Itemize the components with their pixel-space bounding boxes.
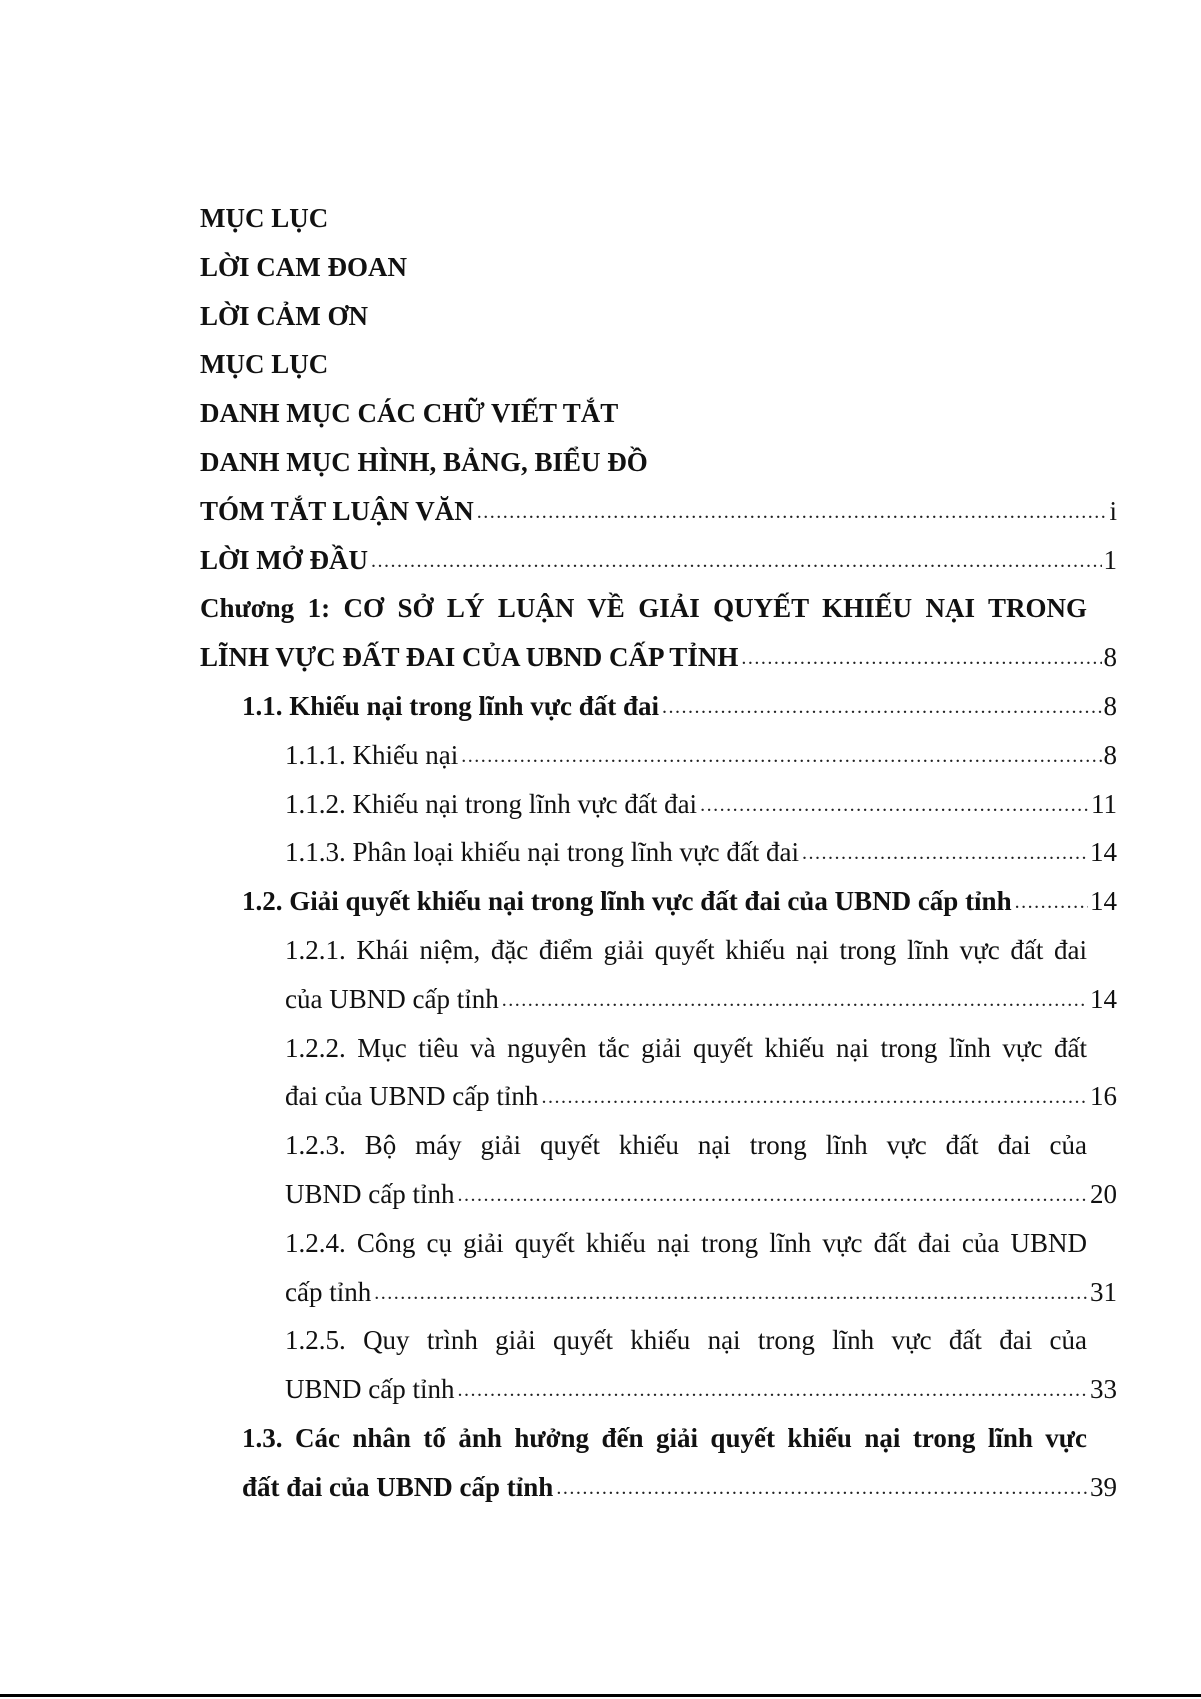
dot-leader (461, 729, 1101, 781)
toc-entry-label: 1.1.3. Phân loại khiếu nại trong lĩnh vực đất đai (285, 837, 800, 868)
toc-page-number: 31 (1090, 1276, 1117, 1307)
toc-entry-label: 1.1.1. Khiếu nại (285, 739, 459, 770)
toc-entry-1-1[interactable] (200, 682, 1117, 731)
toc-entry-1-3-cont[interactable] (200, 1463, 1117, 1512)
dot-leader (371, 534, 1102, 586)
toc-page-number: 14 (1090, 837, 1117, 868)
toc-entry-label: UBND cấp tỉnh (285, 1374, 455, 1405)
toc-entry-label: UBND cấp tỉnh (285, 1178, 455, 1209)
toc-entry-1-1-3[interactable] (200, 828, 1117, 877)
toc-entry-1-2[interactable] (200, 877, 1117, 926)
toc-entry-label: của UBND cấp tỉnh (285, 983, 499, 1014)
toc-page-number: 16 (1090, 1081, 1117, 1112)
dot-leader (741, 631, 1101, 683)
dot-leader (662, 680, 1101, 732)
toc-page-number: 33 (1090, 1374, 1117, 1405)
dot-leader (457, 1168, 1088, 1220)
toc-page-number: 14 (1090, 886, 1117, 917)
toc-entry-label: đất đai của UBND cấp tỉnh (242, 1471, 554, 1502)
toc-page-number: 8 (1103, 690, 1117, 721)
dot-leader (477, 485, 1108, 537)
toc-entry-1-2-4-cont[interactable] (200, 1268, 1117, 1317)
toc-entry-label: 1.2. Giải quyết khiếu nại trong lĩnh vực đất đai của UBND cấp tỉnh (242, 886, 1012, 917)
toc-entry-label: LĨNH VỰC ĐẤT ĐAI CỦA UBND CẤP TỈNH (200, 642, 739, 673)
dot-leader (457, 1363, 1088, 1415)
dot-leader (802, 826, 1088, 878)
toc-entry-muc-luc[interactable]: MỤC LỤC (200, 349, 329, 380)
toc-page-number: 14 (1090, 983, 1117, 1014)
toc-entry-label: 1.1. Khiếu nại trong lĩnh vực đất đai (242, 690, 660, 721)
toc-entry-mo-dau[interactable] (200, 536, 1117, 585)
toc-page-number: 8 (1103, 739, 1117, 770)
toc-page-number: 20 (1090, 1178, 1117, 1209)
toc-entry-1-2-3[interactable]: 1.2.3. Bộ máy giải quyết khiếu nại trong lĩnh vực đất đai của (285, 1130, 1087, 1161)
toc-page-number: 11 (1091, 788, 1117, 819)
toc-entry-1-2-2-cont[interactable] (200, 1072, 1117, 1121)
toc-entry-cam-doan[interactable]: LỜI CAM ĐOAN (200, 251, 407, 282)
dot-leader (502, 973, 1088, 1025)
toc-entry-label: đai của UBND cấp tỉnh (285, 1081, 539, 1112)
toc-entry-1-2-3-cont[interactable] (200, 1170, 1117, 1219)
toc-page-number: i (1109, 495, 1117, 526)
toc-entry-1-2-5-cont[interactable] (200, 1365, 1117, 1414)
toc-page-number: 8 (1103, 642, 1117, 673)
toc-entry-hinh-bang-bieu-do[interactable]: DANH MỤC HÌNH, BẢNG, BIỂU ĐỒ (200, 446, 648, 477)
toc-page-number: 39 (1090, 1471, 1117, 1502)
toc-entry-1-1-2[interactable] (200, 780, 1117, 829)
toc-entry-1-2-4[interactable]: 1.2.4. Công cụ giải quyết khiếu nại trong lĩnh vực đất đai của UBND (285, 1227, 1087, 1258)
toc-entry-1-2-1[interactable]: 1.2.1. Khái niệm, đặc điểm giải quyết khiếu nại trong lĩnh vực đất đai (285, 934, 1087, 965)
page-bottom-edge (0, 1694, 1201, 1697)
toc-entry-chapter-1[interactable]: Chương 1: CƠ SỞ LÝ LUẬN VỀ GIẢI QUYẾT KHIẾU NẠI TRONG (200, 593, 1087, 624)
toc-heading: MỤC LỤC (200, 203, 329, 233)
toc-entry-label: LỜI MỞ ĐẦU (200, 544, 368, 575)
toc-entry-tom-tat[interactable] (200, 487, 1117, 536)
toc-entry-1-2-5[interactable]: 1.2.5. Quy trình giải quyết khiếu nại trong lĩnh vực đất đai của (285, 1325, 1087, 1356)
toc-entry-cam-on[interactable]: LỜI CẢM ƠN (200, 300, 368, 331)
dot-leader (1015, 875, 1088, 927)
dot-leader (700, 778, 1089, 830)
toc-entry-label: TÓM TẮT LUẬN VĂN (200, 495, 474, 526)
toc-entry-label: cấp tỉnh (285, 1276, 372, 1307)
toc-entry-chapter-1-cont[interactable] (200, 633, 1117, 682)
toc-page-number: 1 (1103, 544, 1117, 575)
toc-entry-1-2-1-cont[interactable] (200, 975, 1117, 1024)
toc-entry-1-1-1[interactable] (200, 731, 1117, 780)
table-of-contents (200, 194, 1117, 1512)
toc-entry-1-3[interactable]: 1.3. Các nhân tố ảnh hưởng đến giải quyết khiếu nại trong lĩnh vực (242, 1422, 1087, 1453)
dot-leader (556, 1461, 1088, 1513)
dot-leader (541, 1070, 1088, 1122)
toc-entry-label: 1.1.2. Khiếu nại trong lĩnh vực đất đai (285, 788, 698, 819)
toc-entry-1-2-2[interactable]: 1.2.2. Mục tiêu và nguyên tắc giải quyết khiếu nại trong lĩnh vực đất (285, 1032, 1087, 1063)
dot-leader (374, 1266, 1088, 1318)
toc-entry-chu-viet-tat[interactable]: DANH MỤC CÁC CHỮ VIẾT TẮT (200, 398, 619, 429)
